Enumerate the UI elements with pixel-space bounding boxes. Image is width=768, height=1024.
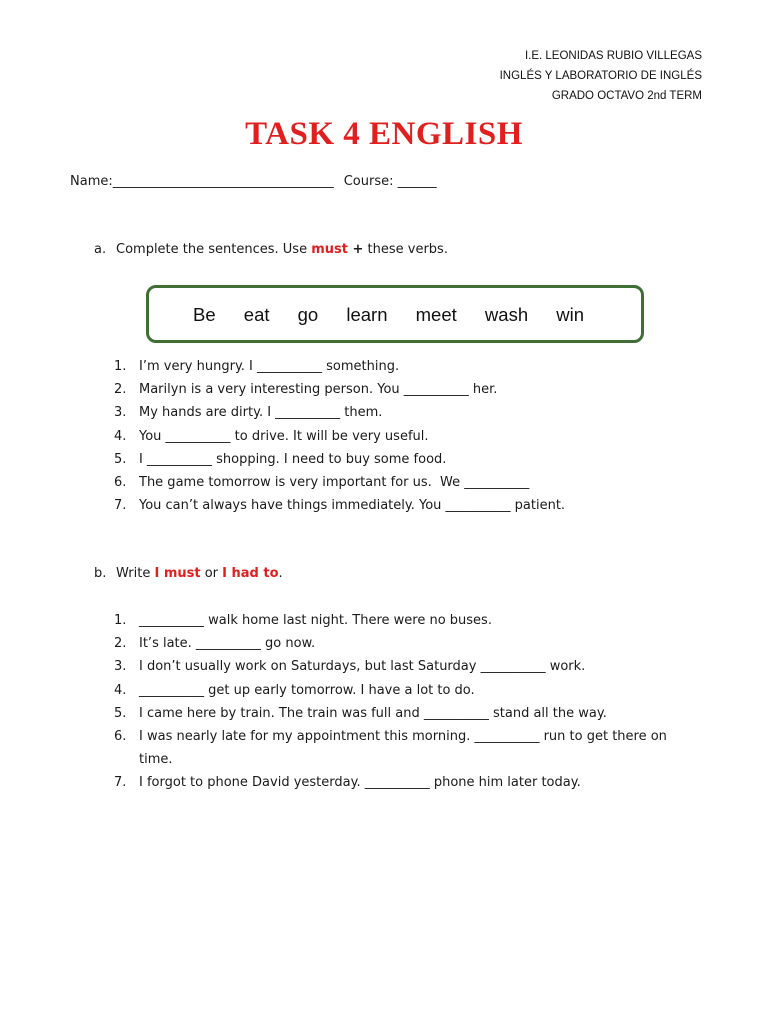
list-item (112, 771, 682, 794)
item-number: 1. (114, 359, 127, 374)
section-a-instruction (94, 242, 448, 257)
section-b-list (112, 609, 682, 795)
page-title: TASK 4 ENGLISH (245, 116, 523, 152)
section-a-list (112, 355, 682, 517)
verb-be: Be (193, 304, 216, 325)
instruction-text: Complete the sentences. Use (116, 242, 312, 257)
item-text: The game tomorrow is very important for us. We __________ (139, 475, 530, 491)
list-item (112, 725, 682, 771)
item-number: 5. (114, 705, 127, 721)
item-number: 7. (114, 498, 127, 514)
name-label: Name: (70, 174, 113, 189)
item-text: I came here by train. The train was full and __________ stand all the way. (139, 705, 607, 721)
instruction-text: Write (116, 566, 155, 581)
item-text: It’s late. __________ go now. (139, 636, 316, 652)
instruction-or: or (200, 566, 223, 581)
list-item (112, 702, 682, 725)
item-number: 4. (114, 428, 127, 444)
verb-learn: learn (346, 304, 388, 325)
list-item (112, 494, 682, 517)
instruction-text-end: these verbs. (363, 242, 448, 257)
item-number: 3. (114, 405, 127, 421)
list-item (112, 471, 682, 494)
item-text: __________ walk home last night. There were no buses. (139, 613, 492, 628)
item-text: I’m very hungry. I __________ something. (139, 359, 400, 374)
list-item (112, 632, 682, 655)
item-text: I forgot to phone David yesterday. __________ phone him later today. (139, 775, 581, 791)
verb-wash: wash (484, 304, 529, 325)
item-text: My hands are dirty. I __________ them. (139, 405, 383, 421)
plus-sign: + (347, 242, 364, 257)
school-header (402, 46, 702, 106)
section-a-letter: a. (94, 242, 107, 257)
name-blank: __________________________________ (112, 174, 334, 189)
list-item (112, 355, 682, 378)
name-course-row (70, 174, 710, 189)
list-item (112, 425, 682, 448)
list-item (112, 679, 682, 702)
item-number: 7. (114, 775, 127, 791)
must-highlight: must (311, 242, 348, 257)
i-had-to-highlight: I had to (222, 566, 279, 581)
item-number: 6. (114, 475, 127, 491)
verb-box (146, 285, 644, 343)
list-item (112, 655, 682, 678)
item-text: __________ get up early tomorrow. I have a lot to do. (139, 682, 475, 698)
grade-term: GRADO OCTAVO 2nd TERM (551, 90, 702, 102)
list-item (112, 378, 682, 401)
item-number: 4. (114, 682, 127, 698)
subject-name: INGLÉS Y LABORATORIO DE INGLÉS (499, 70, 702, 82)
item-text: You __________ to drive. It will be very useful. (139, 428, 429, 444)
item-number: 2. (114, 636, 127, 652)
verb-win: win (556, 304, 585, 325)
item-text: You can’t always have things immediately. You __________ patient. (139, 498, 566, 514)
item-text: I was nearly late for my appointment this morning. __________ run to get there on time. (139, 729, 667, 768)
list-item (112, 448, 682, 471)
item-number: 3. (114, 659, 127, 675)
section-b-instruction (94, 566, 283, 581)
verb-list (193, 304, 584, 326)
verb-go: go (297, 304, 319, 325)
list-item (112, 609, 682, 632)
item-number: 5. (114, 451, 127, 467)
verb-meet: meet (415, 304, 457, 325)
item-text: I __________ shopping. I need to buy some food. (139, 451, 447, 467)
course-label: Course: (343, 174, 394, 189)
section-b-letter: b. (94, 566, 107, 581)
item-text: Marilyn is a very interesting person. You __________ her. (139, 382, 498, 398)
course-blank: ______ (397, 174, 437, 189)
list-item (112, 401, 682, 424)
instruction-end: . (278, 566, 283, 581)
item-number: 1. (114, 613, 127, 628)
school-name: I.E. LEONIDAS RUBIO VILLEGAS (524, 50, 702, 62)
item-number: 6. (114, 729, 127, 745)
i-must-highlight: I must (154, 566, 201, 581)
item-number: 2. (114, 382, 127, 398)
item-text: I don’t usually work on Saturdays, but last Saturday __________ work. (139, 659, 586, 675)
verb-eat: eat (243, 304, 270, 325)
